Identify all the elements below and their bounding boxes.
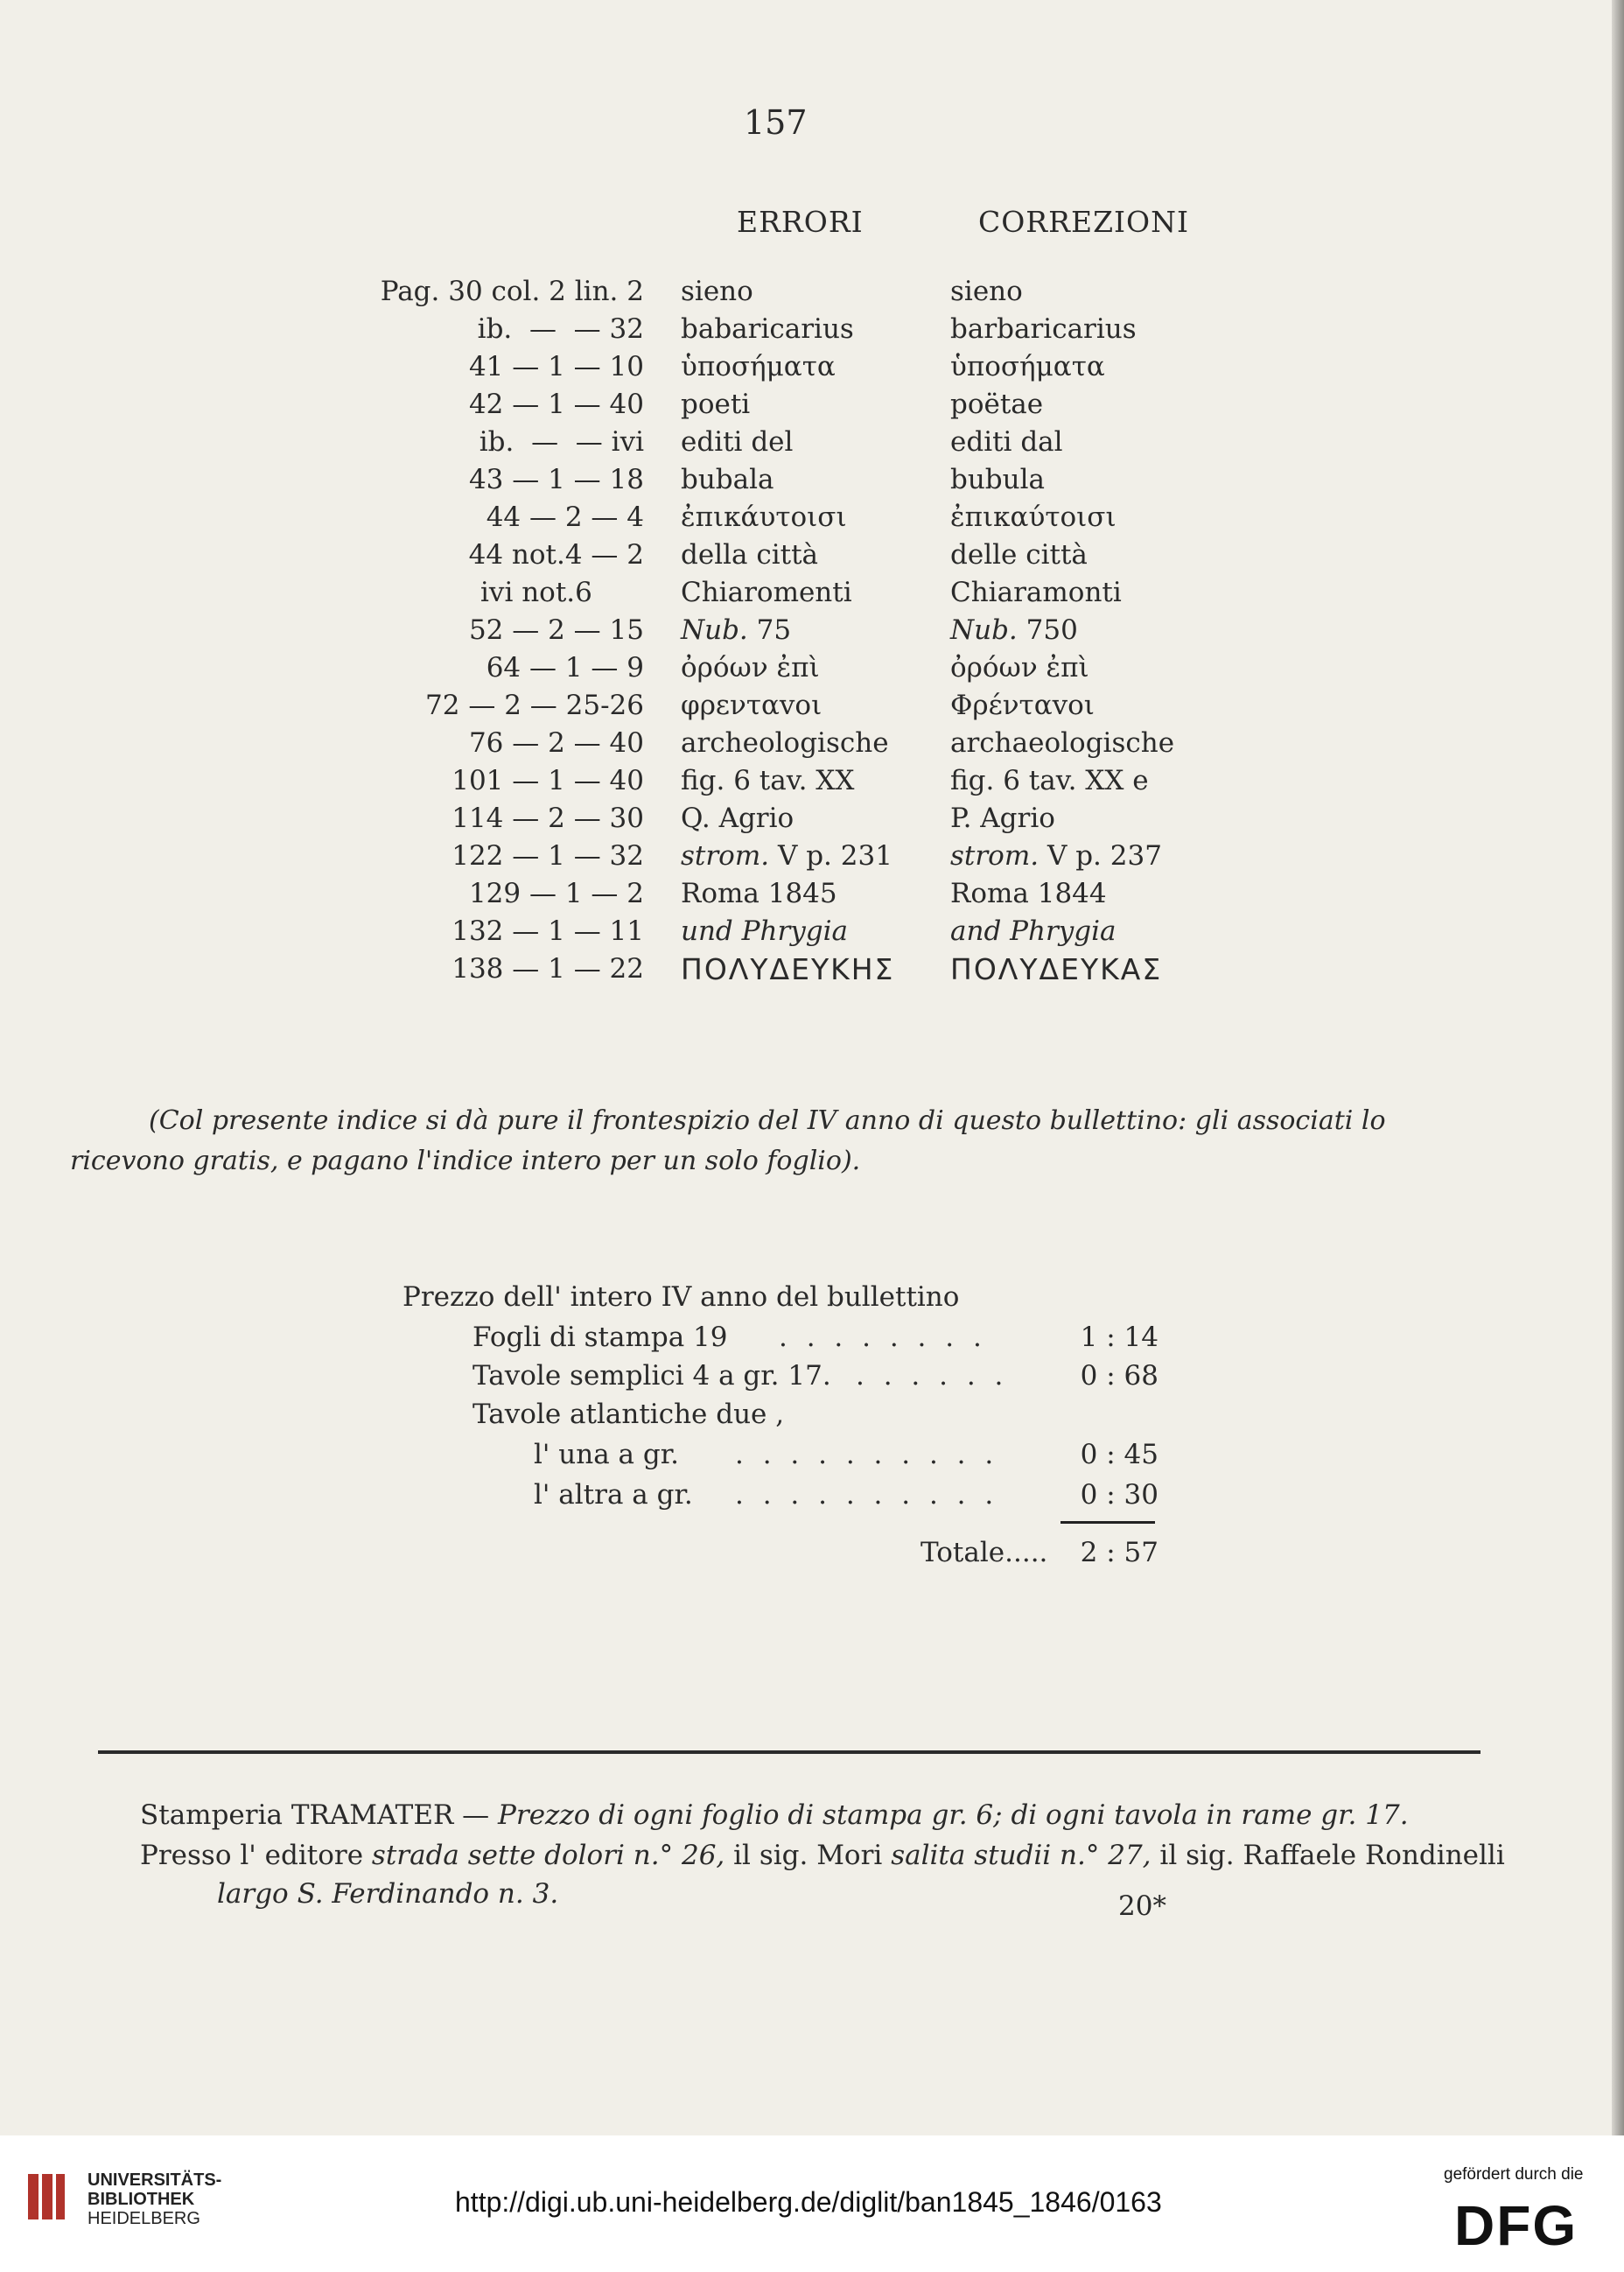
- errata-error-text: della città: [681, 539, 819, 571]
- errata-row: [0, 273, 1624, 311]
- price-total-value: 2 : 57: [1080, 1537, 1158, 1568]
- price-total-label: Totale.....: [920, 1537, 1048, 1568]
- errata-correction-text: poëtae: [950, 389, 1044, 420]
- price-row-label: Tavole semplici 4 a gr. 17.: [472, 1360, 831, 1392]
- errata-correction-text: delle città: [950, 539, 1088, 571]
- footer-line-3: largo S. Ferdinando n. 3.: [217, 1878, 559, 1910]
- errata-row: [0, 386, 1624, 424]
- errata-header-errors: ERRORI: [737, 205, 864, 239]
- errata-correction-text: ΠΟΛΥΔΕΥΚΑΣ: [950, 952, 1163, 986]
- errata-error-text: ὑποσήματα: [681, 351, 836, 382]
- errata-reference: Pag. 30 col. 2 lin. 2: [380, 276, 644, 307]
- errata-correction-text: sieno: [950, 276, 1023, 307]
- errata-reference: 76 — 2 — 40: [468, 727, 644, 759]
- errata-correction-text: archaeologische: [950, 727, 1175, 759]
- errata-correction-text: Φρένταvοι: [950, 690, 1095, 721]
- price-row: [0, 1435, 1624, 1474]
- price-row-value: 1 : 14: [1080, 1322, 1158, 1353]
- errata-header-corrections: CORREZIONI: [978, 205, 1190, 239]
- errata-reference: 122 — 1 — 32: [452, 840, 644, 872]
- errata-correction-text: barbaricarius: [950, 313, 1137, 345]
- sum-rule: [1060, 1521, 1155, 1524]
- footer-mori-label: il sig. Mori: [724, 1840, 892, 1871]
- errata-reference: 42 — 1 — 40: [468, 389, 644, 420]
- price-row-label: Fogli di stampa 19: [472, 1322, 728, 1353]
- errata-error-text: und Phrygia: [681, 915, 849, 947]
- errata-error-text: Nub. 75: [681, 614, 792, 646]
- price-row-value: 0 : 45: [1080, 1439, 1158, 1470]
- errata-correction-text: editi dal: [950, 426, 1063, 458]
- errata-row: [0, 612, 1624, 649]
- errata-correction-text: Roma 1844: [950, 878, 1107, 909]
- errata-error-text: ἐπικάυτοισι: [681, 501, 847, 533]
- price-row: [0, 1318, 1624, 1357]
- price-row-leader-dots: . . . . . . . . . .: [735, 1479, 999, 1511]
- errata-error-text: Roma 1845: [681, 878, 837, 909]
- errata-row: [0, 725, 1624, 762]
- footer-publisher-address: strada sette dolori n.° 26,: [371, 1840, 725, 1871]
- errata-reference: ib. — — 32: [477, 313, 644, 345]
- errata-row: [0, 348, 1624, 386]
- errata-correction-text: ἐπικαύτοισι: [950, 501, 1116, 533]
- price-row-leader-dots: . . . . . .: [856, 1360, 1009, 1392]
- price-row-value: 0 : 30: [1080, 1479, 1158, 1511]
- funding-caption: gefördert durch die: [1444, 2165, 1584, 2184]
- errata-reference: ib. — — ivi: [479, 426, 644, 458]
- errata-row: [0, 875, 1624, 913]
- footer-publisher-label: Presso l' editore: [140, 1840, 372, 1871]
- errata-row: [0, 913, 1624, 950]
- errata-error-text: editi del: [681, 426, 794, 458]
- errata-correction-text: and Phrygia: [950, 915, 1116, 947]
- errata-row: [0, 536, 1624, 574]
- errata-row: [0, 762, 1624, 800]
- price-row: [0, 1476, 1624, 1514]
- price-row-leader-dots: . . . . . . . . . .: [735, 1439, 999, 1470]
- errata-correction-text: P. Agrio: [950, 803, 1055, 834]
- errata-correction-text: Nub. 750: [950, 614, 1078, 646]
- price-row-value: 0 : 68: [1080, 1360, 1158, 1392]
- errata-row: [0, 311, 1624, 348]
- errata-row: [0, 800, 1624, 838]
- price-row: [0, 1357, 1624, 1395]
- errata-error-text: φρενταvοι: [681, 690, 822, 721]
- errata-reference: 41 — 1 — 10: [468, 351, 644, 382]
- errata-row: [0, 461, 1624, 499]
- errata-reference: 44 not.4 — 2: [468, 539, 644, 571]
- footer-line-2: [140, 1836, 1505, 1875]
- errata-reference: 132 — 1 — 11: [452, 915, 644, 947]
- errata-reference: 138 — 1 — 22: [452, 953, 644, 985]
- errata-correction-text: ὑποσήματα: [950, 351, 1105, 382]
- digitization-banner: [0, 2135, 1624, 2272]
- errata-error-text: babaricarius: [681, 313, 854, 345]
- price-row-label: l' una a gr.: [534, 1439, 680, 1470]
- errata-error-text: Chiaromenti: [681, 577, 852, 608]
- errata-error-text: sieno: [681, 276, 753, 307]
- errata-correction-text: bubula: [950, 464, 1046, 495]
- errata-reference: 43 — 1 — 18: [468, 464, 644, 495]
- errata-correction-text: ὀρόων ἐπὶ: [950, 652, 1089, 684]
- errata-correction-text: Chiaramonti: [950, 577, 1122, 608]
- errata-reference: 72 — 2 — 25-26: [425, 690, 644, 721]
- errata-reference: 101 — 1 — 40: [452, 765, 644, 796]
- errata-row: [0, 950, 1624, 988]
- errata-row: [0, 424, 1624, 461]
- footer-printer: Stamperia TRAMATER —: [140, 1799, 499, 1831]
- library-name-line-2: BIBLIOTHEK: [88, 2190, 195, 2209]
- errata-reference: 64 — 1 — 9: [486, 652, 644, 684]
- errata-error-text: bubala: [681, 464, 774, 495]
- errata-reference: 44 — 2 — 4: [486, 501, 644, 533]
- price-total-row: [0, 1533, 1624, 1572]
- errata-row: [0, 574, 1624, 612]
- errata-row: [0, 687, 1624, 725]
- price-row-leader-dots: . . . . . . . .: [779, 1322, 987, 1353]
- errata-correction-text: strom. V p. 237: [950, 840, 1162, 872]
- library-name-line-1: UNIVERSITÄTS-: [88, 2170, 222, 2190]
- page-number: 157: [744, 103, 808, 142]
- price-row-label: l' altra a gr.: [534, 1479, 693, 1511]
- university-library-logo-icon: [26, 2170, 66, 2223]
- errata-error-text: ὀρόων ἐπὶ: [681, 652, 820, 684]
- footer-mori-address: salita studii n.° 27,: [891, 1840, 1152, 1871]
- errata-error-text: strom. V p. 231: [681, 840, 892, 872]
- dfg-logo: DFG: [1454, 2194, 1578, 2257]
- errata-reference: ivi not.6: [480, 577, 644, 608]
- errata-row: [0, 649, 1624, 687]
- errata-reference: 129 — 1 — 2: [468, 878, 644, 909]
- errata-error-text: fig. 6 tav. XX: [681, 765, 855, 796]
- price-row: [0, 1395, 1624, 1434]
- permalink-url[interactable]: http://digi.ub.uni-heidelberg.de/diglit/ban1845_1846/0163: [455, 2186, 1162, 2218]
- errata-error-text: archeologische: [681, 727, 889, 759]
- library-name-line-3: HEIDELBERG: [88, 2209, 200, 2228]
- note-line-2: ricevono gratis, e pagano l'indice intero per un solo foglio).: [70, 1146, 861, 1176]
- price-title: Prezzo dell' intero IV anno del bullettino: [402, 1281, 960, 1313]
- errata-row: [0, 838, 1624, 875]
- signature-mark: 20*: [1118, 1890, 1166, 1922]
- footer-price-note: Prezzo di ogni foglio di stampa gr. 6; di ogni tavola in rame gr. 17.: [498, 1799, 1409, 1831]
- errata-reference: 114 — 2 — 30: [452, 803, 644, 834]
- library-name: [88, 2170, 221, 2228]
- errata-reference: 52 — 2 — 15: [468, 614, 644, 646]
- footer-line-1: [140, 1796, 1409, 1834]
- note-line-1: (Col presente indice si dà pure il frontespizio del IV anno di questo bullettino: gli associati lo: [149, 1105, 1386, 1136]
- price-row-label: Tavole atlantiche due ,: [472, 1399, 785, 1430]
- errata-error-text: poeti: [681, 389, 751, 420]
- footer-rondinelli-label: il sig. Raffaele Rondinelli: [1151, 1840, 1505, 1871]
- errata-correction-text: fig. 6 tav. XX e: [950, 765, 1149, 796]
- errata-error-text: Q. Agrio: [681, 803, 794, 834]
- errata-row: [0, 499, 1624, 536]
- footer-rule: [98, 1750, 1480, 1754]
- errata-error-text: ΠΟΛΥΔΕΥΚΗΣ: [681, 952, 895, 986]
